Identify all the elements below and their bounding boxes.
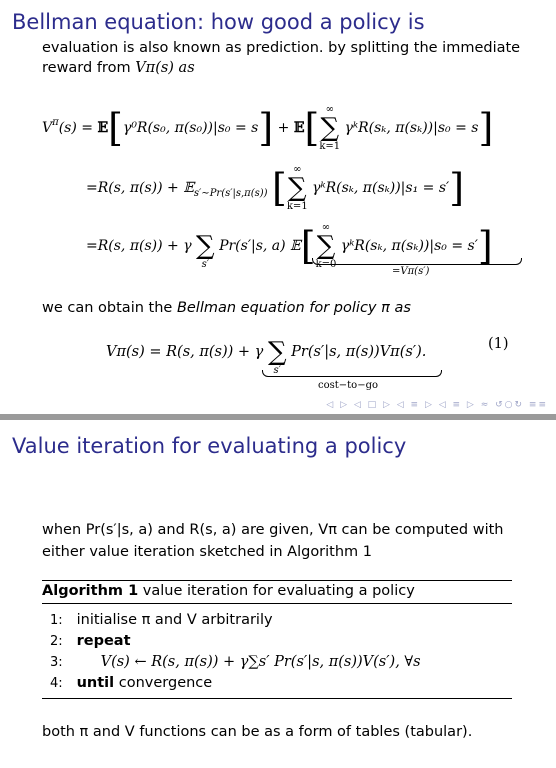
- eq3-term3: γᵏR(sₖ, π(sₖ))|s₀ = s′: [340, 238, 478, 254]
- eq3-term2: Pr(s′|s, a) 𝔼: [219, 238, 301, 254]
- underbrace-label: cost−to−go: [318, 380, 378, 391]
- sum-symbol: ∞ ∑ k=1: [286, 164, 308, 212]
- algorithm-title: value iteration for evaluating a policy: [142, 583, 415, 599]
- value-iteration-line-2: either value iteration sketched in Algorithm 1: [42, 544, 373, 560]
- sum-symbol: ∑ s′: [196, 231, 215, 270]
- bellman-equation-term: Bellman equation: [176, 300, 305, 316]
- algorithm-label: Algorithm 1: [42, 583, 139, 599]
- algorithm-caption: [42, 581, 415, 601]
- sum-symbol: ∞ ∑ k=1: [319, 104, 341, 152]
- algorithm-mid-rule: [42, 603, 512, 604]
- equation-line-3: =R(s, π(s)) + γ ∑ s′ Pr(s′|s, a) 𝔼[ ∞ ∑ k=0 γᵏR(sₖ, π(sₖ))|s₀ = s′]: [86, 222, 493, 270]
- eq1-term1: γ⁰R(s₀, π(s₀))|s₀ = s: [122, 120, 259, 136]
- algorithm-line: [50, 673, 212, 694]
- algorithm-line: [50, 631, 131, 652]
- beamer-navigation-bar[interactable]: ◁ ▷ ◁ □ ▷ ◁ ≡ ▷ ◁ ≡ ▷ ≈ ↺○↻ ≡≡: [326, 400, 548, 410]
- line-number: 3:: [50, 655, 63, 670]
- algorithm-update-rule: V(s) ← R(s, π(s)) + γ∑s′ Pr(s′|s, π(s))V(s′), ∀s: [100, 654, 421, 670]
- keyword-repeat: repeat: [76, 633, 131, 649]
- obtain-line: [42, 298, 411, 318]
- underbrace-label: =Vπ(s′): [392, 266, 430, 277]
- expectation-symbol: 𝔼: [293, 120, 305, 136]
- eq1-lhs: $V^\pi(s)$ =: [42, 117, 93, 136]
- sum-symbol: ∞ ∑ k=0: [315, 222, 337, 270]
- eq2-term2: γᵏR(sₖ, π(sₖ))|s₁ = s′: [312, 180, 450, 196]
- algorithm-line-text: convergence: [118, 675, 213, 691]
- intro-line-2: [42, 58, 195, 78]
- sum-symbol: ∑ s′: [267, 337, 287, 376]
- eq3-term1: =R(s, π(s)) + γ: [86, 238, 192, 254]
- obtain-text-1: we can obtain the: [42, 300, 173, 316]
- eq1-term2: γᵏR(sₖ, π(sₖ))|s₀ = s: [344, 120, 479, 136]
- algorithm-line: [50, 610, 273, 631]
- algorithm-bottom-rule: [42, 698, 512, 699]
- expectation-symbol: 𝔼: [97, 120, 109, 136]
- obtain-text-3: for policy π as: [309, 300, 411, 316]
- bellman-term-1: Vπ(s) = R(s, π(s)) + γ: [106, 344, 264, 360]
- eq2-term1: =R(s, π(s)) + 𝔼: [86, 180, 194, 196]
- intro-line-2-text: reward from: [42, 60, 131, 76]
- bellman-equation: [106, 328, 426, 376]
- intro-line-1: evaluation is also known as prediction. by splitting the immediate: [42, 40, 521, 56]
- footer-text: both π and V functions can be as a form of tables (tabular).: [42, 724, 473, 740]
- algorithm-line-text: initialise π and V arbitrarily: [76, 612, 273, 628]
- equation-line-1: $V^\pi(s)$ = 𝔼[γ⁰R(s₀, π(s₀))|s₀ = s] + 𝔼[ ∞ ∑ k=1 γᵏR(sₖ, π(sₖ))|s₀ = s]: [42, 104, 494, 152]
- slide-title: Bellman equation: how good a policy is: [12, 10, 425, 34]
- equation-line-2: =R(s, π(s)) + 𝔼$_{s'\sim Pr(s'|s,\pi(s))}$ [ ∞ ∑ k=1 γᵏR(sₖ, π(sₖ))|s₁ = s′]: [86, 164, 465, 212]
- slide-title: Value iteration for evaluating a policy: [12, 434, 407, 458]
- algorithm-line: [50, 652, 421, 673]
- line-number: 1:: [50, 613, 63, 628]
- underbrace: [312, 258, 522, 265]
- slide-value-iteration: [0, 420, 556, 768]
- bellman-term-2: Pr(s′|s, π(s))Vπ(s′).: [291, 344, 427, 360]
- keyword-until: until: [76, 675, 115, 691]
- intro-line-2-math: Vπ(s) as: [135, 60, 195, 76]
- eq2-expectation-subscript: s′∼Pr(s′|s,π(s)): [193, 188, 268, 199]
- line-number: 2:: [50, 634, 63, 649]
- underbrace: [262, 370, 442, 377]
- equation-number: (1): [488, 336, 509, 352]
- line-number: 4:: [50, 676, 63, 691]
- value-iteration-line-1: when Pr(s′|s, a) and R(s, a) are given, Vπ can be computed with: [42, 522, 504, 538]
